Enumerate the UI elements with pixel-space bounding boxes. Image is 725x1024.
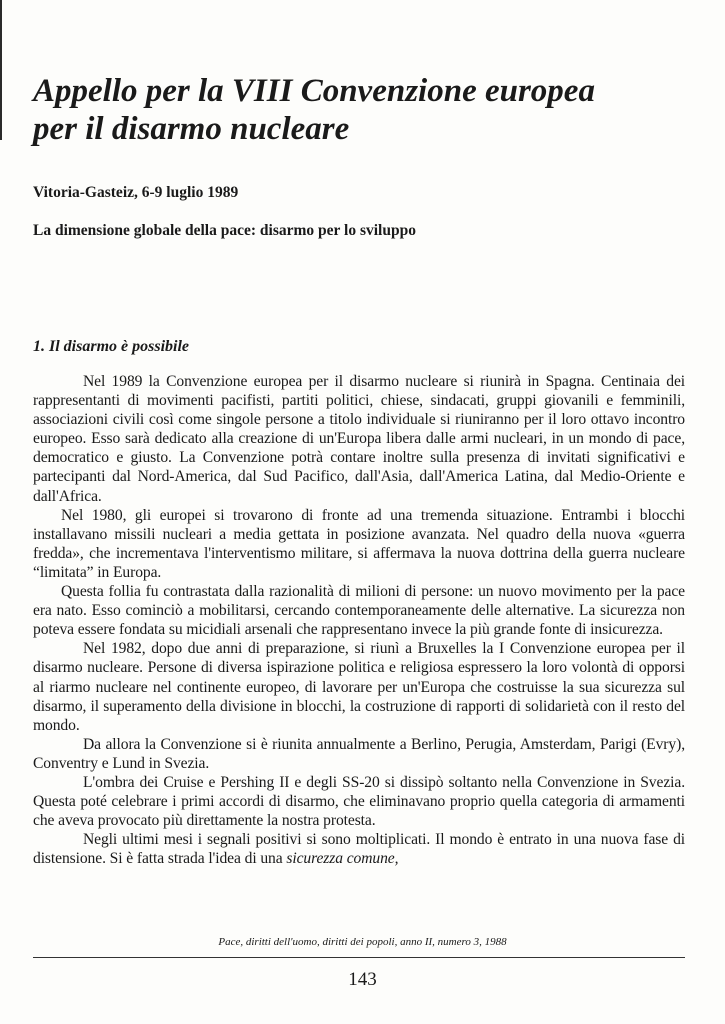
paragraph: Questa follia fu contrastata dalla razionalità di milioni di persone: un nuovo movimento per la pace era nato. Esso cominciò a mobilitarsi, cercando contemporaneamente delle alternative. La sicurezza non poteva essere fondata su micidiali arsenali che rappresentano invece la più grande fonte di insicurezza. bbox=[33, 583, 685, 639]
page-title bbox=[33, 72, 673, 148]
paragraph: Nel 1980, gli europei si trovarono di fronte ad una tremenda situazione. Entrambi i blocchi installavano missili nucleari a media gettata in posizione avanzata. Nel quadro della nuova «guerra fredda», che incrementava l'interventismo militare, si affermava la nuova dottrina della guerra nucleare “limitata” in Europa. bbox=[33, 506, 685, 581]
paragraph-text: Negli ultimi mesi i segnali positivi si sono moltiplicati. Il mondo è entrato in una nuova fase di distensione. Si è fatta strada l'idea di una bbox=[33, 831, 685, 868]
page-edge-rule bbox=[0, 0, 2, 140]
subtitle: La dimensione globale della pace: disarmo per lo sviluppo bbox=[33, 222, 416, 239]
footer-citation: Pace, diritti dell'uomo, diritti dei popoli, anno II, numero 3, 1988 bbox=[218, 936, 507, 948]
body-text bbox=[33, 372, 685, 868]
paragraph: Da allora la Convenzione si è riunita annualmente a Berlino, Perugia, Amsterdam, Parigi (Evry), Conventry e Lund in Svezia. bbox=[33, 735, 685, 772]
paragraph: Nel 1982, dopo due anni di preparazione, si riunì a Bruxelles la I Convenzione europea per il disarmo nucleare. Persone di diversa ispirazione politica e religiosa espressero la loro volontà di opporsi al riarmo nucleare nel continente europeo, di lavorare per un'Europa che costruisse la sua sicurezza sul disarmo, il superamento della divisione in blocchi, la costruzione di rapporti di solidarietà con il resto del mondo. bbox=[33, 640, 685, 734]
paragraph-last bbox=[33, 830, 685, 868]
place-date: Vitoria-Gasteiz, 6-9 luglio 1989 bbox=[33, 184, 239, 201]
title-line-1: Appello per la VIII Convenzione europea bbox=[33, 73, 595, 109]
page-number: 143 bbox=[348, 969, 377, 990]
paragraph: Nel 1989 la Convenzione europea per il disarmo nucleare si riunirà in Spagna. Centinaia dei rappresentanti di movimenti pacifisti, partiti politici, chiese, sindacati, gruppi giovanili e femminili, associazioni civili così come singole persone a titolo individuale si riuniranno per il loro ottavo incontro europeo. Esso sarà dedicato alla creazione di un'Europa libera dalle armi nucleari, in un mondo di pace, democratico e giusto. La Convenzione potrà contare inoltre sulla presenza di invitati significativi e partecipanti dal Nord-America, dal Sud Pacifico, dall'Asia, dall'America Latina, dal Medio-Oriente e dall'Africa. bbox=[33, 373, 685, 505]
footer-divider bbox=[33, 957, 685, 958]
paragraph-italic-text: sicurezza comune, bbox=[286, 850, 399, 868]
section-heading: 1. Il disarmo è possibile bbox=[33, 338, 190, 355]
paragraph: L'ombra dei Cruise e Pershing II e degli SS-20 si dissipò soltanto nella Convenzione in Svezia. Questa poté celebrare i primi accordi di disarmo, che eliminavano proprio quella categoria di armamenti che aveva provocato più direttamente la nostra protesta. bbox=[33, 773, 685, 830]
title-line-2: per il disarmo nucleare bbox=[33, 111, 350, 147]
